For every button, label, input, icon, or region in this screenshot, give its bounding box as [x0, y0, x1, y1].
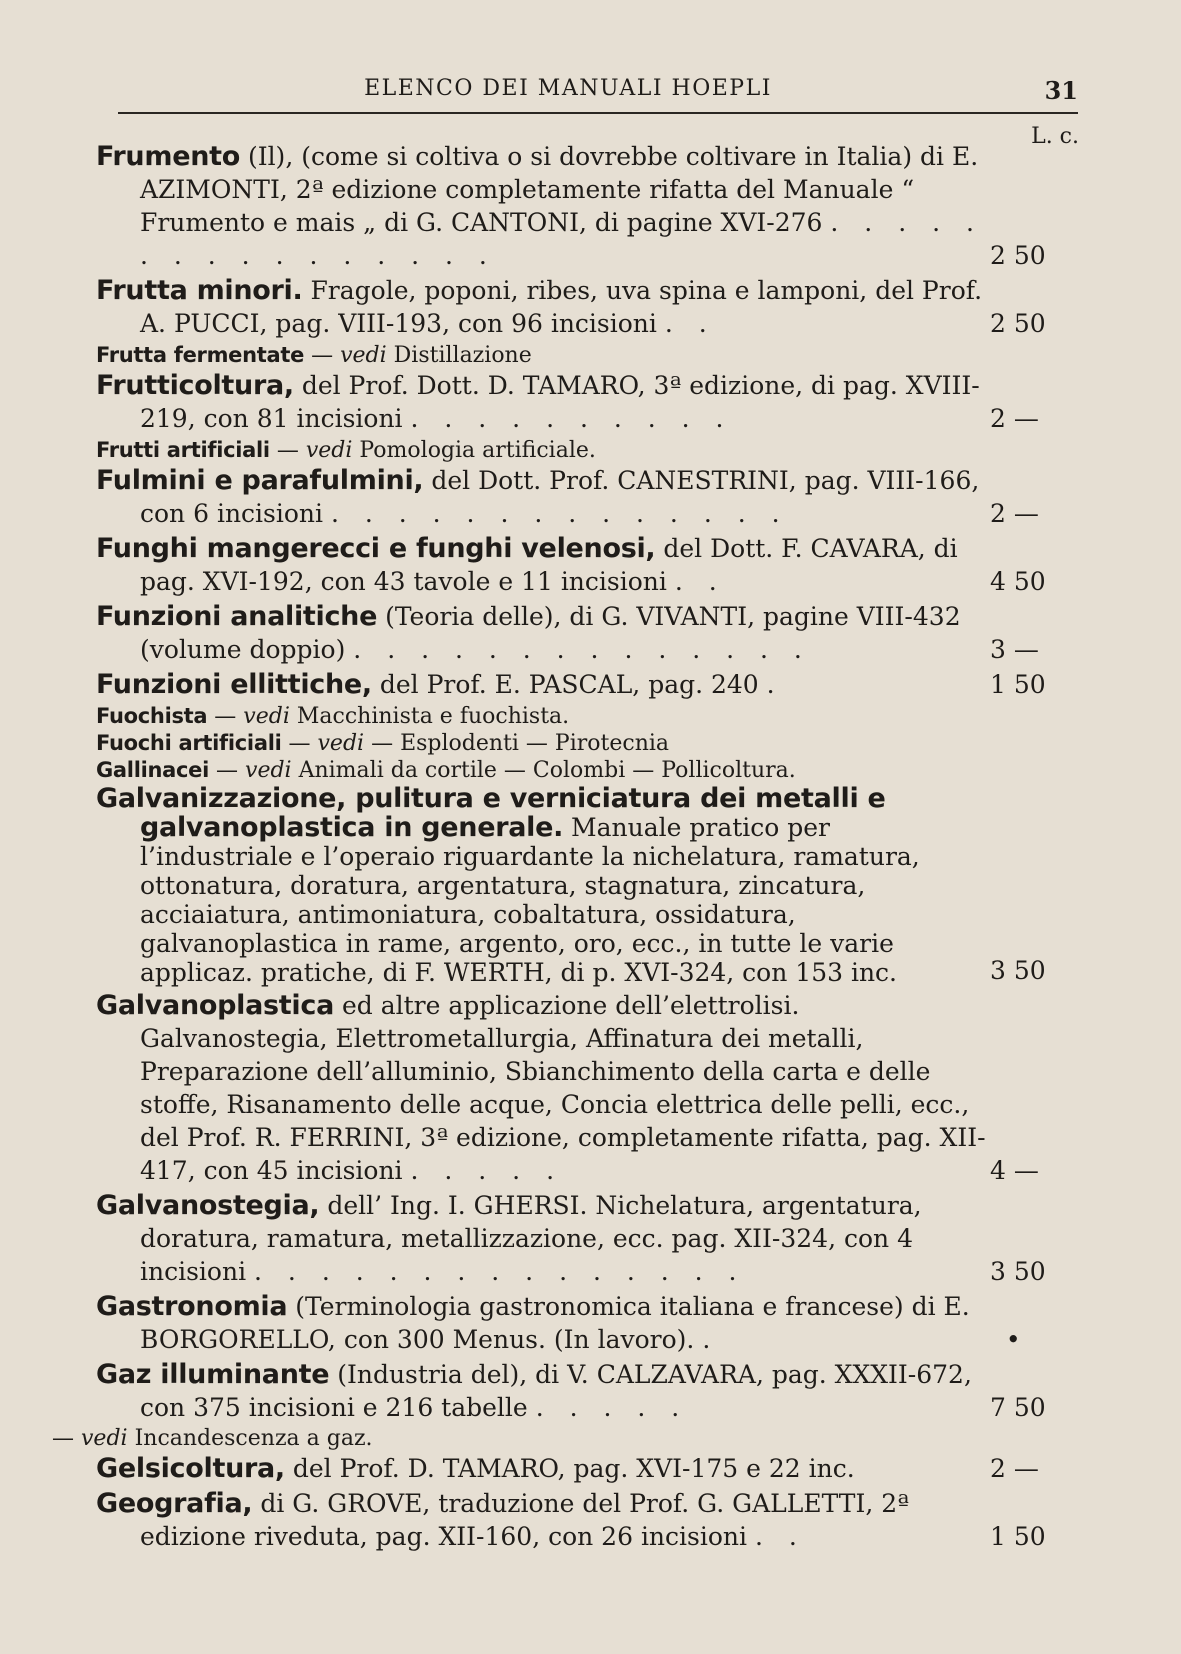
entry-price: 2 50 [990, 309, 1046, 338]
entry-text: — [52, 1426, 74, 1451]
catalog-entry [96, 989, 1086, 1187]
entry-title: Fuochi artificiali [96, 731, 282, 755]
catalog-entry [96, 140, 1086, 272]
entry-title: Funghi mangerecci e funghi velenosi, [96, 533, 656, 564]
entry-price: 2 — [990, 1454, 1039, 1483]
page-number: 31 [1044, 76, 1078, 105]
entry-text-2: Pomologia artificiale. [359, 438, 596, 463]
entry-text: — [311, 343, 334, 368]
running-header [118, 72, 1078, 116]
catalog-entry [96, 1290, 1086, 1356]
dot-leader: . [702, 1325, 720, 1354]
cross-reference-entry [96, 730, 1086, 757]
catalog-entry [96, 668, 1086, 701]
entry-text: — [214, 704, 237, 729]
catalog-entry [96, 1358, 1086, 1424]
cross-reference-entry [52, 1426, 1086, 1452]
entry-text: — [276, 438, 299, 463]
entry-title: Gastronomia [96, 1291, 288, 1322]
entry-price: 1 50 [990, 670, 1046, 699]
catalog-entry [96, 464, 1086, 530]
dot-leader: . . . . . [410, 1156, 564, 1185]
entry-text: (Terminologia gastronomica italiana e francese) di E. BORGORELLO, con 300 Menus. (In lavoro). [140, 1292, 970, 1354]
entry-price: 2 50 [990, 241, 1046, 270]
entry-text: — [216, 758, 239, 783]
catalog-entry [96, 1487, 1086, 1553]
entry-vedi: vedi [245, 758, 292, 783]
entry-text: (Industria del), di V. CALZAVARA, pag. XXXII-672, con 375 incisioni e 216 tabelle [140, 1360, 972, 1422]
entry-list [52, 140, 1086, 1555]
entry-text: del Dott. Prof. CANESTRINI, pag. VIII-166, con 6 incisioni [140, 466, 980, 528]
entry-text-2: Macchinista e fuochista. [296, 704, 570, 729]
entry-vedi: vedi [317, 731, 365, 756]
entry-text: del Prof. E. PASCAL, pag. 240 [379, 670, 759, 699]
entry-price: 1 50 [990, 1522, 1046, 1551]
entry-text: — [288, 731, 311, 756]
entry-text: Fragole, poponi, ribes, uva spina e lamponi, del Prof. A. PUCCI, pag. VIII-193, con 96 incisioni [140, 276, 983, 338]
entry-title: Frutta fermentate [96, 343, 305, 367]
entry-price: 3 50 [990, 1257, 1046, 1286]
entry-vedi: vedi [340, 343, 387, 368]
dot-leader: . . [754, 1522, 806, 1551]
entry-title: Gaz illuminante [96, 1359, 330, 1390]
entry-title: Geografia, [96, 1488, 253, 1519]
dot-leader: . . . . . . . . . . . . . . [330, 499, 789, 528]
entry-text-2: Animali da cortile — Colombi — Pollicoltura. [298, 758, 796, 783]
catalog-entry [96, 784, 1086, 987]
entry-text: ed altre applicazione dell’elettrolisi. Galvanostegia, Elettrometallurgia, Affinatura dei metalli, Preparazione dell’alluminio, Sbianchimento della carta e delle stoffe, Risanamento delle acque, Concia elettrica delle pelli, ecc., del Prof. R. FERRINI, 3ª edizione, completamente rifatta, pag. XII-417, con 45 incisioni [140, 991, 986, 1185]
entry-title: Fuochista [96, 704, 208, 728]
catalog-entry [96, 274, 1086, 340]
entry-vedi: vedi [305, 438, 353, 463]
entry-price: 3 50 [990, 956, 1046, 985]
entry-text: (Teoria delle), di G. VIVANTI, pagine VIII-432 (volume doppio) [140, 602, 961, 664]
entry-price: 7 50 [990, 1393, 1046, 1422]
entry-price: • [990, 1325, 1021, 1354]
dot-leader: . . [674, 567, 726, 596]
dot-leader: . . . . . . . . . . [410, 404, 733, 433]
entry-title: Galvanizzazione, pulitura e verniciatura dei metalli e galvanoplastica in generale. [96, 783, 886, 843]
entry-title: Frutticoltura, [96, 370, 294, 401]
currency-label: L. c. [1031, 124, 1079, 149]
entry-title: Galvanoplastica [96, 990, 334, 1021]
dot-leader: . . [664, 309, 716, 338]
dot-leader: . . . . . . . . . . . . . . [353, 635, 811, 664]
entry-text: Manuale pratico per l’industriale e l’operaio riguardante la nichelatura, ramatura, ottonatura, doratura, argentatura, stagnatura, zincatura, acciaiatura, antimoniatura, cobaltatura, ossidatura, galvanoplastica in rame, argento, oro, ecc., in tutte le varie applicaz. pratiche, di F. WERTH, di p. XVI-324, con 153 inc. [140, 813, 920, 987]
dot-leader: . [766, 670, 784, 699]
dot-leader: . . . . . . . . . . . . . . . [254, 1257, 746, 1286]
entry-title: Gallinacei [96, 758, 210, 782]
entry-price: 4 50 [990, 567, 1046, 596]
entry-price: 3 — [990, 635, 1039, 664]
entry-title: Frutti artificiali [96, 438, 270, 462]
entry-title: Gelsicoltura, [96, 1453, 285, 1484]
entry-price: 4 — [990, 1156, 1039, 1185]
header-rule [118, 112, 1078, 114]
entry-price: 2 — [990, 499, 1039, 528]
entry-text: del Prof. D. TAMARO, pag. XVI-175 e 22 inc. [292, 1454, 855, 1483]
entry-vedi: vedi [243, 704, 290, 729]
entry-title: Frumento [96, 141, 240, 172]
entry-title: Funzioni analitiche [96, 601, 378, 632]
cross-reference-entry [96, 703, 1086, 730]
entry-title: Galvanostegia, [96, 1190, 320, 1221]
entry-text: (Il), (come si coltiva o si dovrebbe coltivare in Italia) di E. AZIMONTI, 2ª edizione completamente rifatta del Manuale “ Frumento e mais „ di G. CANTONI, di pagine XVI-276 [140, 142, 979, 237]
cross-reference-entry [96, 342, 1086, 369]
dot-leader: . . . . . [535, 1393, 689, 1422]
catalog-entry [96, 1189, 1086, 1288]
entry-price: 2 — [990, 404, 1039, 433]
cross-reference-entry [96, 437, 1086, 464]
entry-text-2: — Esplodenti — Pirotecnia [371, 731, 670, 756]
entry-text: dell’ Ing. I. GHERSI. Nichelatura, argentatura, doratura, ramatura, metallizzazione, ecc. pag. XII-324, con 4 incisioni [140, 1191, 922, 1286]
entry-title: Frutta minori. [96, 275, 303, 306]
entry-text: del Prof. Dott. D. TAMARO, 3ª edizione, di pag. XVIII-219, con 81 incisioni [140, 371, 980, 433]
entry-text: di G. GROVE, traduzione del Prof. G. GALLETTI, 2ª edizione riveduta, pag. XII-160, con 26 incisioni [140, 1489, 909, 1551]
entry-text: del Dott. F. CAVARA, di pag. XVI-192, con 43 tavole e 11 incisioni [140, 534, 958, 596]
catalog-entry [96, 1452, 1086, 1485]
entry-title: Funzioni ellittiche, [96, 669, 372, 700]
entry-title: Fulmini e parafulmini, [96, 465, 424, 496]
entry-text-2: Distillazione [393, 343, 532, 368]
dot-leader: . . . . . . . . . . . . . . . . [140, 208, 983, 270]
header-title: ELENCO DEI MANUALI HOEPLI [364, 76, 772, 101]
cross-reference-entry [96, 757, 1086, 784]
catalog-entry [96, 369, 1086, 435]
entry-text-2: Incandescenza a gaz. [134, 1426, 373, 1451]
catalog-entry [96, 532, 1086, 598]
catalog-entry [96, 600, 1086, 666]
entry-vedi: vedi [81, 1426, 128, 1451]
